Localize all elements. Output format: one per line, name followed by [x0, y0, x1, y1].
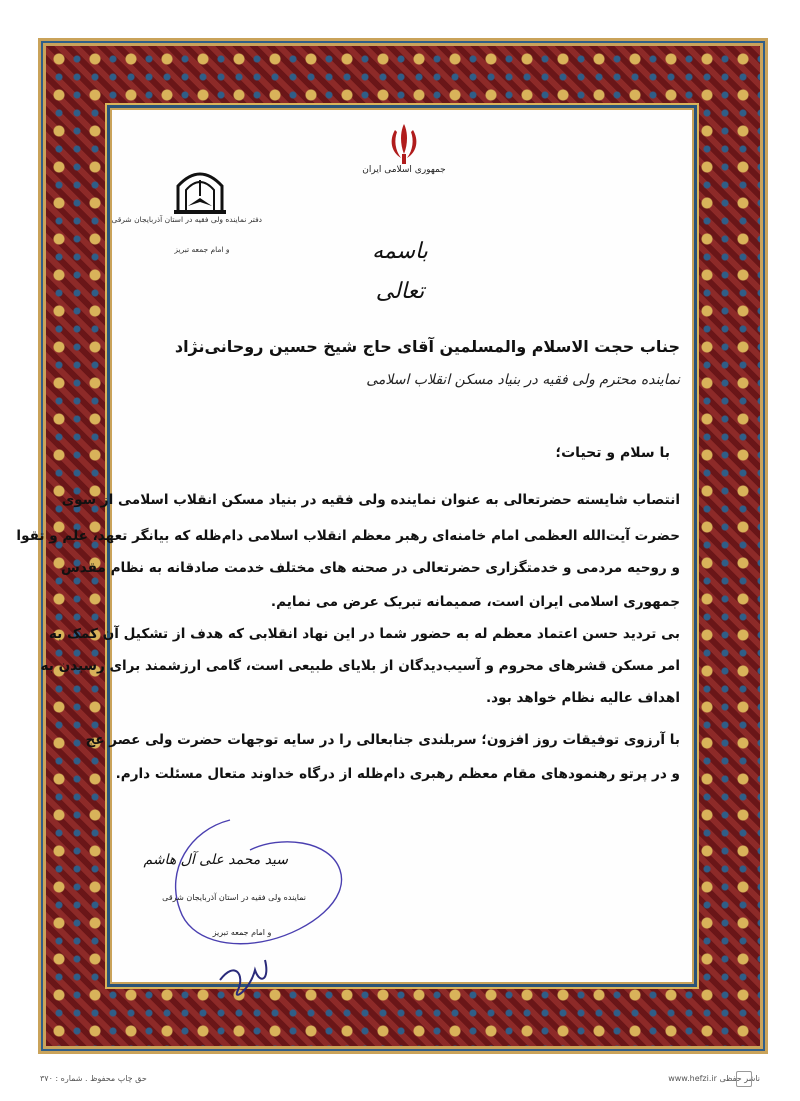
body-line: جمهوری اسلامی ایران است، صمیمانه تبریک عرض می نمایم. — [270, 594, 680, 610]
addressee-role: نماینده محترم ولی فقیه در بنیاد مسکن انقلاب اسلامی — [366, 372, 680, 388]
signatory-name: سید محمد علی آل هاشم — [143, 852, 288, 868]
emblem-caption: جمهوری اسلامی ایران — [362, 165, 446, 175]
addressee-name: جناب حجت الاسلام والمسلمین آقای حاج شیخ حسین روحانی‌نژاد — [174, 337, 680, 356]
body-line: حضرت آیت‌الله العظمی امام خامنه‌ای رهبر معظم انقلاب اسلامی دام‌ظله که بیانگر تعهد، علم و تقوا — [16, 528, 680, 544]
salutation: با سلام و تحیات؛ — [555, 445, 670, 461]
signature-scribble — [143, 810, 360, 1010]
invocation-heading: باسمه تعالی — [372, 239, 428, 304]
signatory-title: نماینده ولی فقیه در استان آذربایجان شرقی — [162, 893, 306, 902]
signatory-subtitle: و امام جمعه تبریز — [212, 928, 272, 937]
body-line: انتصاب شایسته حضرتعالی به عنوان نماینده ولی فقیه در بنیاد مسکن انقلاب اسلامی از سوی — [61, 492, 680, 508]
body-line: با آرزوی توفیقات روز افزون؛ سربلندی جنابعالی را در سایه توجهات حضرت ولی عصر عج — [85, 732, 680, 748]
body-line: بی تردید حسن اعتماد معظم له به حضور شما در این نهاد انقلابی که هدف از تشکیل آن کمک به — [48, 626, 680, 642]
office-title: دفتر نماینده ولی فقیه در استان آذربایجان شرقی — [111, 215, 262, 224]
body-line: امر مسکن قشرهای محروم و آسیب‌دیدگان از بلایای طبیعی است، گامی ارزشمند برای رسیدن به — [40, 658, 680, 674]
body-line: و در پرتو رهنمودهای مقام معظم رهبری دام‌ظله از درگاه خداوند متعال مسئلت دارم. — [115, 766, 680, 782]
publisher-logo-icon — [736, 1071, 752, 1087]
footer-publisher: www.hefzi.ir ناشر حفظی — [668, 1074, 760, 1083]
footer-print-note: حق چاپ محفوظ . شماره : ۳۷۰ — [40, 1074, 147, 1083]
office-logo-icon — [170, 160, 230, 218]
iran-emblem-icon — [383, 120, 425, 168]
body-line: و روحیه مردمی و خدمتگزاری حضرتعالی در صحنه های مختلف خدمت صادقانه به نظام مقدس — [61, 560, 680, 576]
body-line: اهداف عالیه نظام خواهد بود. — [485, 690, 680, 706]
office-subtitle: و امام جمعه تبریز — [174, 245, 230, 254]
